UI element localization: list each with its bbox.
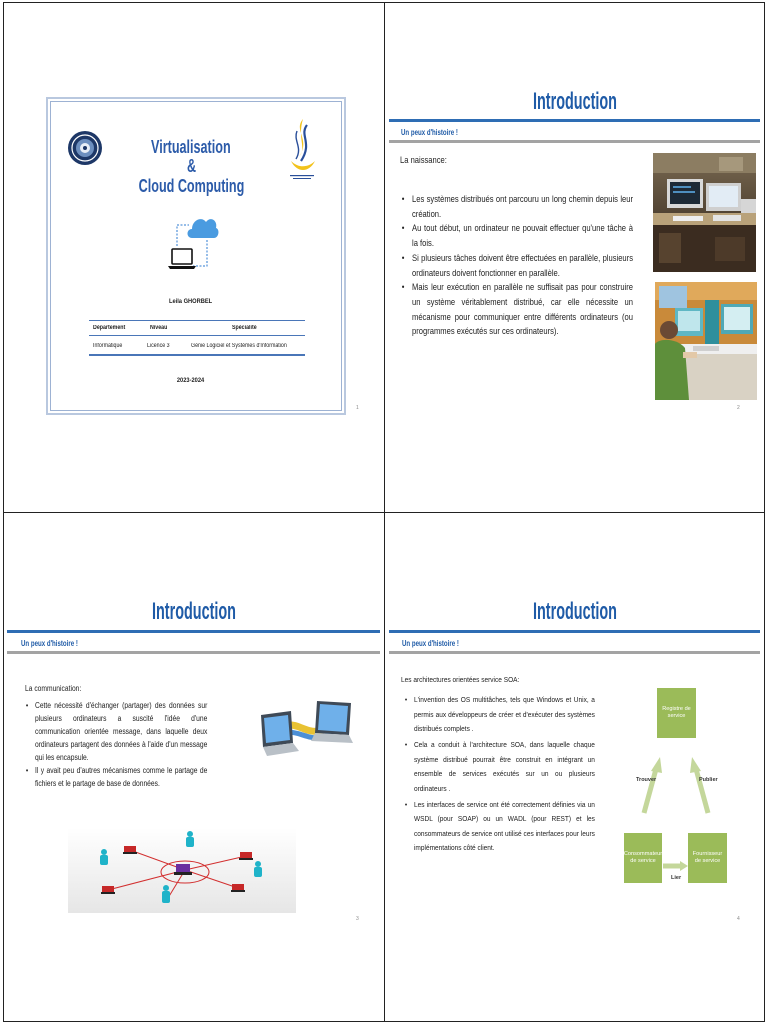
slide-title-text: Introduction xyxy=(532,88,617,115)
author-text: Leila GHORBEL xyxy=(169,298,213,305)
title-ampersand-text: & xyxy=(186,156,196,176)
provider-box: Fournisseur de service xyxy=(688,833,727,883)
table-header-department: Département xyxy=(93,325,126,331)
page-number: 3 xyxy=(356,916,359,922)
list-item: • Au tout début, un ordinateur ne pouvait effectuer qu'une tâche à la fois. xyxy=(401,222,633,251)
page-number: 2 xyxy=(737,405,740,411)
title-line-2-text: Cloud Computing xyxy=(138,176,244,196)
list-item: • L'invention des OS multitâches, tels que Windows et Unix, a permis aux développeurs de créer et d'exécuter des systèmes distribués complets . xyxy=(404,693,595,737)
table-header-specialty: Spécialité xyxy=(232,325,257,331)
consumer-box: Consommateur de service xyxy=(624,833,662,883)
author xyxy=(41,298,341,306)
table-cell-specialty: Génie Logiciel et Systèmes d'Information xyxy=(191,343,287,349)
lead-text: La communication: xyxy=(25,684,82,693)
section-heading: Un peux d'histoire ! xyxy=(401,127,458,137)
title-rule-blue xyxy=(389,119,760,122)
find-arrow-head xyxy=(651,757,662,773)
table-top-rule xyxy=(89,320,305,321)
title-rule-grey xyxy=(7,651,380,654)
title-line-2 xyxy=(41,176,341,196)
lead-text: La naissance: xyxy=(400,155,447,166)
bind-label: Lier xyxy=(671,875,682,881)
lead-text: Les architectures orientées service SOA: xyxy=(401,675,520,684)
handout-horizontal-divider xyxy=(3,512,765,513)
list-item: • Les interfaces de service ont été correctement définies via un WSDL (pour SOAP) ou un WADL (pour REST) et les consommateurs de service ont utilisé ces interfaces pour leurs implémentations côté client. xyxy=(404,798,595,856)
registry-box: Registre de service xyxy=(657,688,696,738)
table-cell-level: Licence 3 xyxy=(147,343,170,349)
title-ampersand xyxy=(41,156,341,176)
table-header-rule xyxy=(89,335,305,336)
academic-year xyxy=(41,377,341,385)
title-rule-blue xyxy=(389,630,760,633)
slide-title-text: Introduction xyxy=(532,598,617,625)
title-rule-grey xyxy=(389,651,760,654)
computer-lab-photo xyxy=(655,282,757,400)
page-number: 4 xyxy=(737,916,740,922)
network-diagram-image xyxy=(68,828,296,913)
slide-title xyxy=(389,90,760,114)
list-item: • Si plusieurs tâches doivent être effectuées en parallèle, plusieurs ordinateurs doivent fonctionner en parallèle. xyxy=(401,252,633,281)
list-item: • Cela a conduit à l'architecture SOA, dans laquelle chaque système distribué pourrait être construit en intégrant un ensemble de services exécutés sur un ou plusieurs ordinateurs . xyxy=(404,738,595,796)
table-cell-department: Informatique xyxy=(93,343,123,349)
academic-year-text: 2023-2024 xyxy=(177,377,205,384)
list-item: • Mais leur exécution en parallèle ne suffisait pas pour construire un système véritablement distribué, car elle nécessite un mécanisme pour communiquer entre différents ordinateurs (ou programmes exécutés sur ces ordinateurs). xyxy=(401,281,633,340)
title-line-1 xyxy=(41,137,341,157)
publish-arrow-head xyxy=(690,757,701,773)
section-heading: Un peux d'histoire ! xyxy=(402,638,459,648)
table-bottom-rule xyxy=(89,354,305,356)
slide-title xyxy=(389,600,760,624)
title-rule-grey xyxy=(389,140,760,143)
slide-title xyxy=(7,600,380,624)
page-number: 1 xyxy=(356,405,359,411)
section-heading: Un peux d'histoire ! xyxy=(21,638,78,648)
title-line-1-text: Virtualisation xyxy=(151,137,231,157)
bullet-list xyxy=(404,693,595,857)
publish-label: Publier xyxy=(699,777,718,783)
list-item: • Il y avait peu d'autres mécanismes comme le partage de fichiers et le partage de base de données. xyxy=(25,764,207,790)
title-rule-blue xyxy=(7,630,380,633)
table-header-level: Niveau xyxy=(150,325,168,331)
computer-room-photo xyxy=(653,153,756,272)
slide-title-text: Introduction xyxy=(151,598,236,625)
connected-laptops-image xyxy=(255,695,355,761)
bullet-list xyxy=(25,699,207,790)
bullet-list xyxy=(401,193,633,340)
bind-arrow-head xyxy=(680,861,688,871)
find-label: Trouver xyxy=(636,777,657,783)
cloud-laptop-icon xyxy=(164,212,222,274)
list-item: • Cette nécessité d'échanger (partager) des données sur plusieurs ordinateurs a suscité l'idée d'une communication orientée message, dans laquelle deux ordinateurs partagent des données à l'aide d'un message qui les encapsule. xyxy=(25,699,207,764)
list-item: • Les systèmes distribués ont parcouru un long chemin depuis leur création. xyxy=(401,193,633,222)
